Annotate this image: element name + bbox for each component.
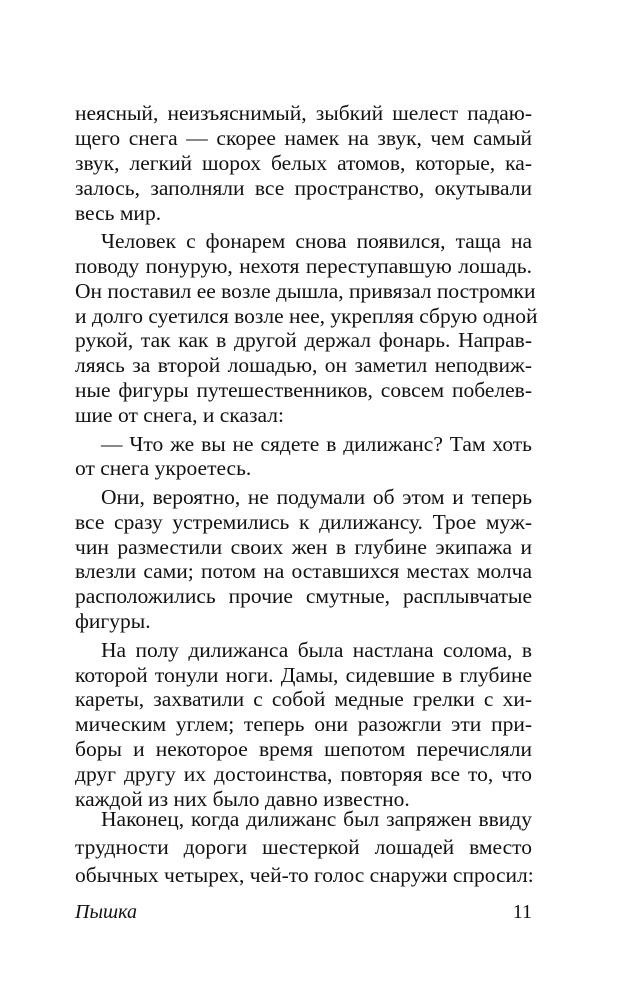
text-line: звук, легкий шорох белых атомов, которые, ка- [75, 151, 532, 175]
text-line: рукой, так как в другой держал фонарь. Направ- [75, 328, 532, 352]
text-line: неясный, неизъяснимый, зыбкий шелест падаю- [75, 101, 532, 125]
text-line: боры и некоторое время шепотом перечисляли [75, 737, 532, 761]
text-line: от снега укроетесь. [75, 456, 252, 480]
text-line: шие от снега, и сказал: [75, 403, 284, 427]
text-line: Он поставил ее возле дышла, привязал постромки [75, 279, 536, 303]
running-footer-title: Пышка [75, 901, 137, 923]
text-line: трудности дороги шестеркой лошадей вместо [75, 835, 532, 859]
text-line: кареты, захватили с собой медные грелки с хи- [75, 687, 532, 711]
text-line: которой тонули ноги. Дамы, сидевшие в глубине [75, 663, 532, 687]
text-line: каждой из них было давно известно. [75, 787, 410, 811]
text-line: обычных четырех, чей-то голос снаружи спросил: [75, 863, 534, 887]
text-line: ные фигуры путешественников, совсем побелев- [75, 378, 532, 402]
text-line: фигуры. [75, 609, 151, 633]
text-line: залось, заполняли все пространство, окутывали [75, 176, 532, 200]
text-line: — Что же вы не сядете в дилижанс? Там хоть [101, 432, 532, 456]
text-line: влезли сами; потом на оставшихся местах молча [75, 559, 532, 583]
text-line: мическим углем; теперь они разожгли эти при- [75, 712, 532, 736]
text-line: весь мир. [75, 201, 162, 225]
text-line: и долго суетился возле нее, укрепляя сбрую одной [75, 304, 538, 328]
text-line: поводу понурую, нехотя переступавшую лошадь. [75, 254, 532, 278]
text-line: Человек с фонарем снова появился, таща на [101, 229, 532, 253]
text-line: щего снега — скорее намек на звук, чем самый [75, 126, 532, 150]
text-line: Наконец, когда дилижанс был запряжен ввиду [101, 807, 532, 831]
text-line: друг другу их достоинства, повторяя все то, что [75, 762, 532, 786]
text-line: Они, вероятно, не подумали об этом и теперь [101, 485, 532, 509]
text-line: расположились прочие смутные, расплывчатые [75, 584, 532, 608]
page-number: 11 [512, 901, 532, 923]
text-line: На полу дилижанса была настлана солома, в [101, 638, 532, 662]
text-line: чин разместили своих жен в глубине экипажа и [75, 535, 532, 559]
text-line: ляясь за второй лошадью, он заметил неподвиж- [75, 353, 532, 377]
text-line: все сразу устремились к дилижансу. Трое муж- [75, 510, 532, 534]
